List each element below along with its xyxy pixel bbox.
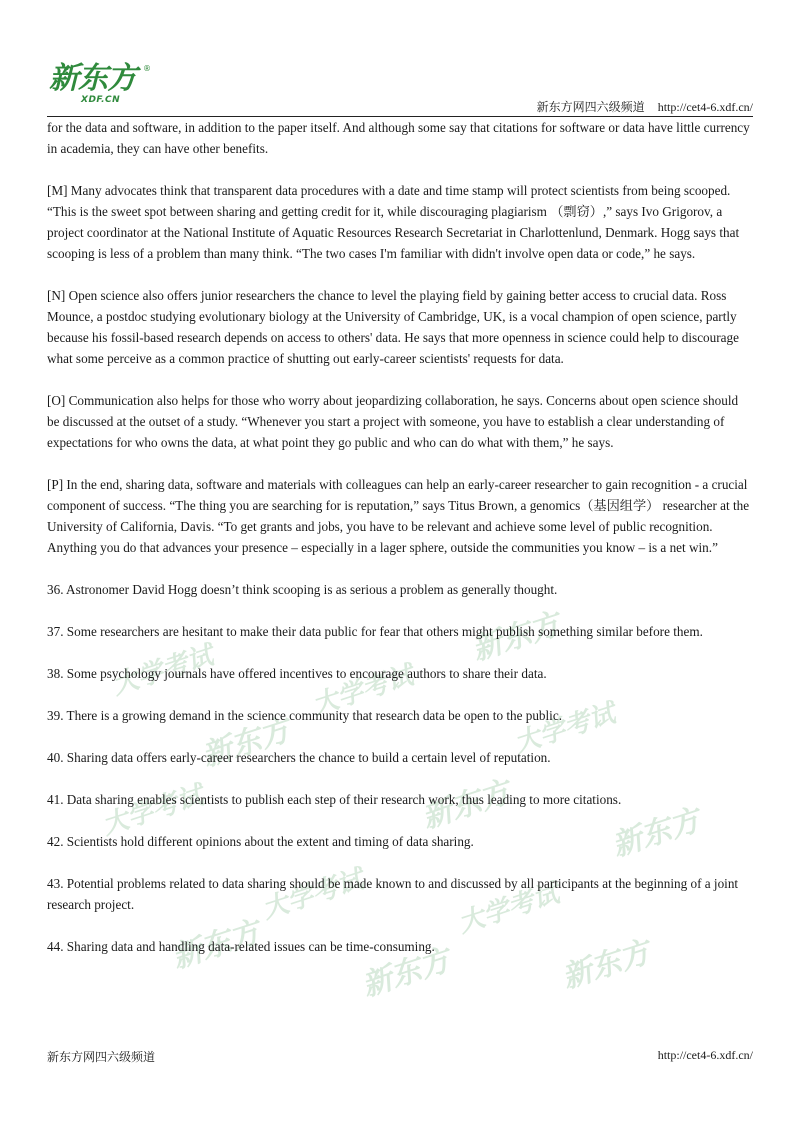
watermark-exam: 大学考试	[308, 660, 417, 722]
passage-paragraph-o: [O] Communication also helps for those who worry about jeopardizing collaboration, he says. Concerns about open science should be discussed at the outset of a study. “Whenever you start a project with someone, you have to establish a clear understanding of expectations for who owns the data, at what point they go public and who can do what with them,” he says.	[47, 393, 739, 450]
question-42: 42. Scientists hold different opinions about the extent and timing of data sharing.	[47, 834, 474, 849]
watermark-brand: 新东方	[607, 802, 705, 864]
watermark-exam: 大学考试	[108, 640, 217, 702]
question-40: 40. Sharing data offers early-career researchers the chance to build a certain level of reputation.	[47, 750, 551, 765]
passage-paragraph-p: [P] In the end, sharing data, software and materials with colleagues can help an early-career researcher to gain recognition - a crucial component of success. “The thing you are searching for is reputation,” says Titus Brown, a genomics（基因组学） researcher at the University of California, Davis. “To get grants and jobs, you have to be relevant and achieve some level of public recognition. Anything you do that advances your presence – especially in a lager sphere, outside the communities you know – is a net win.”	[47, 477, 750, 555]
watermark-brand: 新东方	[467, 606, 565, 668]
passage-paragraph: for the data and software, in addition to the paper itself. And although some say that citations for software or data have little currency in academia, they can have other benefits.	[47, 120, 750, 156]
watermark-brand: 新东方	[197, 712, 295, 774]
watermark-exam: 大学考试	[258, 864, 367, 926]
watermark-brand: 新东方	[417, 774, 515, 836]
question-36: 36. Astronomer David Hogg doesn’t think scooping is as serious a problem as generally thought.	[47, 582, 558, 597]
document-body	[47, 117, 753, 978]
passage-paragraph-n: [N] Open science also offers junior researchers the chance to level the playing field by gaining better access to crucial data. Ross Mounce, a postdoc studying evolutionary biology at the University of Cambridge, UK, is a vocal champion of open science, partly because his fossil-based research depends on access to others' data. He says that more openness in science could help to discourage what some perceive as a common practice of shutting out early-career scientists' requests for data.	[47, 288, 739, 366]
watermark-brand: 新东方	[557, 934, 655, 996]
logo-subtext: XDF.CN	[81, 95, 121, 105]
question-39: 39. There is a growing demand in the science community that research data be open to the public.	[47, 708, 563, 723]
watermark-exam: 大学考试	[98, 780, 207, 842]
watermark-exam: 大学考试	[510, 698, 619, 760]
question-44: 44. Sharing data and handling data-related issues can be time-consuming.	[47, 939, 435, 954]
header-info	[527, 98, 753, 115]
passage-paragraph-m: [M] Many advocates think that transparent data procedures with a date and time stamp will protect scientists from being scooped. “This is the sweet spot between sharing and getting credit for it, while discouraging plagiarism （剽窃）,” says Ivo Grigorov, a project coordinator at the National Institute of Aquatic Resources Research Secretariat in Charlottenlund, Denmark. Hogg says that scooping is less of a problem than many think. “The two cases I'm familiar with didn't involve open data or code,” he says.	[47, 183, 740, 261]
watermark-brand: 新东方	[167, 914, 265, 976]
page-header	[47, 62, 753, 116]
logo-text: 新东方	[49, 61, 136, 96]
footer-url[interactable]: http://cet4-6.xdf.cn/	[657, 1048, 753, 1062]
question-43: 43. Potential problems related to data sharing should be made known to and discussed by all participants at the beginning of a joint research project.	[47, 876, 739, 912]
watermark-brand: 新东方	[357, 942, 455, 1004]
footer-channel: 新东方网四六级频道	[47, 1050, 156, 1064]
question-41: 41. Data sharing enables scientists to publish each step of their research work, thus leading to more citations.	[47, 792, 622, 807]
header-channel: 新东方网四六级频道	[536, 100, 645, 114]
header-url[interactable]: http://cet4-6.xdf.cn/	[657, 100, 753, 114]
question-38: 38. Some psychology journals have offered incentives to encourage authors to share their data.	[47, 666, 547, 681]
watermark-exam: 大学考试	[454, 878, 563, 940]
logo-registered-mark: ®	[143, 64, 151, 73]
xdf-logo	[47, 62, 157, 110]
question-37: 37. Some researchers are hesitant to make their data public for fear that others might publish something similar before them.	[47, 624, 703, 639]
